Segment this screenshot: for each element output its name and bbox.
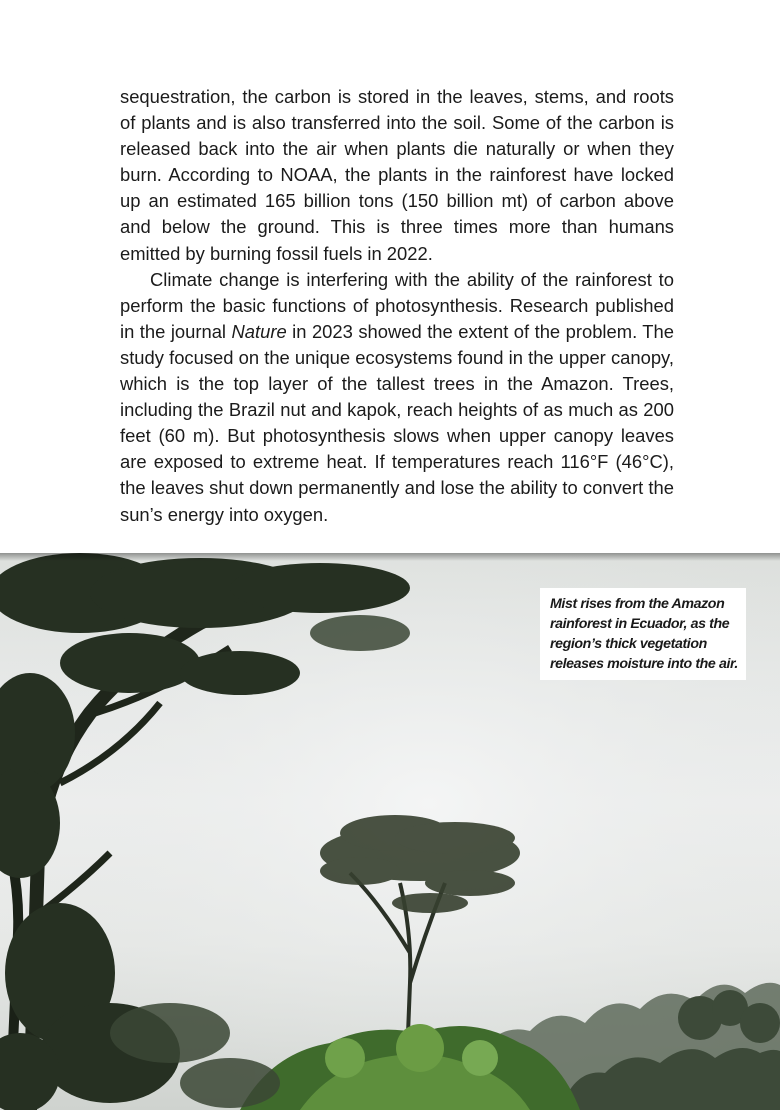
photo-caption-box	[540, 588, 746, 680]
paragraph-2-text-end: in 2023 showed the extent of the problem. The study focused on the unique ecosystems found in the upper canopy, which is the top layer of the tallest trees in the Amazon. Trees, including the Brazil nut and kapok, reach heights of as much as 200 feet (60 m). But photosynthesis slows when upper canopy leaves are exposed to extreme heat. If temperatures reach 116°F (46°C), the leaves shut down permanently and lose the ability to convert the sun’s energy into oxygen.	[120, 320, 675, 525]
paragraph-2	[120, 267, 674, 528]
paragraph-1: sequestration, the carbon is stored in the leaves, stems, and roots of plants and is also transferred into the soil. Some of the carbon is released back into the air when plants die naturally or when they burn. According to NOAA, the plants in the rainforest have locked up an estimated 165 billion tons (150 billion mt) of carbon above and below the ground. This is three times more than humans emitted by burning fossil fuels in 2022.	[120, 86, 674, 264]
photo-caption: Mist rises from the Amazon rainforest in Ecuador, as the region’s thick vegetation releases moisture into the air.	[550, 596, 738, 672]
paragraph-2-text-start: Climate change is interfering with the ability of the rainforest to perform the basic functions of photosynthesis. Research published in the journal	[120, 268, 674, 342]
article-body	[120, 84, 674, 528]
journal-name: Nature	[231, 320, 287, 342]
